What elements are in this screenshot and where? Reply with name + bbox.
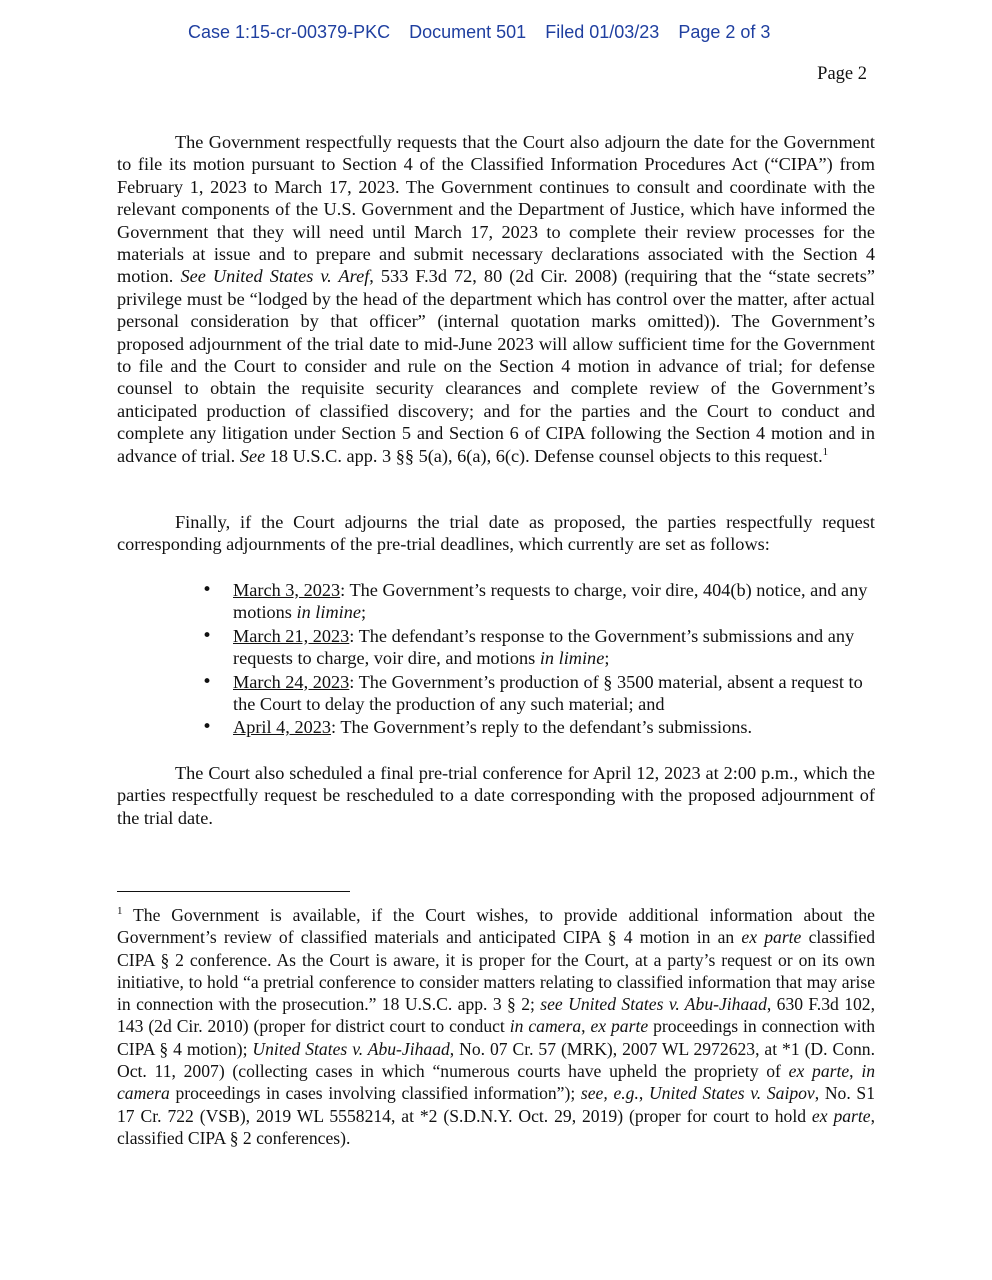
fn-text: , 630 F.3d 102, 143 (2d Cir. 2010) (proper for district court to conduct: [117, 994, 875, 1037]
fn-italic: United States v. Abu-Jihaad: [252, 1038, 450, 1059]
case-number: Case 1:15-cr-00379-PKC: [188, 22, 391, 42]
footnote-number: 1: [117, 905, 123, 917]
fn-text: classified CIPA § 2 conference. As the Court is aware, it is proper for the Court, at a party’s request or on its own initiative, to hold “a pretrial conference to consider matters relating to classified information that may arise in connection with the prosecution.” 18 U.S.C. app. 3 § 2;: [117, 927, 876, 1015]
deadline-end: ;: [604, 648, 610, 669]
list-item: [200, 579, 875, 624]
filed-date: Filed 01/03/23: [545, 22, 660, 42]
deadline-date: April 4, 2023: [233, 717, 332, 738]
deadline-date: March 24, 2023: [233, 671, 350, 692]
fn-italic: United States v. Saipov: [648, 1083, 815, 1104]
deadline-italic: in limine: [296, 602, 361, 623]
para1-citation: See United States v. Aref: [180, 266, 370, 287]
page-count: Page 2 of 3: [678, 22, 771, 42]
deadline-date: March 3, 2023: [233, 580, 341, 600]
list-item: [200, 671, 875, 716]
deadline-list: [200, 579, 875, 740]
fn-text: , classified CIPA § 2 conferences).: [117, 1105, 875, 1148]
paragraph-cipa-adjournment: [117, 131, 875, 467]
deadline-text: : The Government’s reply to the defendant’s submissions.: [331, 717, 753, 738]
para1-text-b: , 533 F.3d 72, 80 (2d Cir. 2008) (requiring that the “state secrets” privilege must be “lodged by the head of the department which has control over the matter, after actual personal consideration by that officer” (internal quotation marks omitted)). The Government’s proposed adjournment of the trial date to mid-June 2023 will allow sufficient time for the Government to file and the Court to consider and rule on the Section 4 motion in advance of trial; for defense counsel to obtain the requisite security clearances and complete review of the Government’s anticipated production of classified discovery; and for the parties and the Court to conduct and complete any litigation under Section 5 and Section 6 of CIPA following the Section 4 motion and in advance of trial.: [117, 266, 875, 466]
para3-text: The Court also scheduled a final pre-trial conference for April 12, 2023 at 2:00 p.m., which the parties respectfully request be rescheduled to a date corresponding with the proposed adjournment of the trial date.: [117, 763, 875, 828]
deadline-text: : The Government’s requests to charge, voir dire, 404(b) notice, and any motions: [233, 580, 868, 623]
deadline-date: March 21, 2023: [233, 625, 350, 646]
page-label: Page 2: [817, 64, 867, 84]
para2-text: Finally, if the Court adjourns the trial date as proposed, the parties respectfully request corresponding adjournments of the pre-trial deadlines, which currently are set as follows:: [117, 512, 875, 555]
fn-text: proceedings in cases involving classified information”);: [169, 1083, 581, 1104]
document-number: Document 501: [409, 22, 527, 42]
deadline-text: : The defendant’s response to the Government’s submissions and any requests to charge, voir dire, and motions: [233, 625, 855, 669]
deadline-italic: in limine: [539, 648, 605, 669]
list-item: [200, 716, 875, 738]
fn-text: , No. S1 17 Cr. 722 (VSB), 2019 WL 5558214, at *2 (S.D.N.Y. Oct. 29, 2019) (proper for court to hold: [117, 1083, 875, 1126]
fn-text: ,: [581, 1016, 591, 1037]
fn-text: , No. 07 Cr. 57 (MRK), 2007 WL 2972623, at *1 (D. Conn. Oct. 11, 2007) (collecting cases in which “numerous courts have upheld the propriety of: [117, 1038, 875, 1082]
deadline-end: ;: [360, 602, 367, 623]
footnote: [117, 904, 875, 1149]
fn-italic: in camera: [117, 1061, 876, 1104]
list-item: [200, 625, 875, 670]
para1-text-a: The Government respectfully requests that the Court also adjourn the date for the Government to file its motion pursuant to Section 4 of the Classified Information Procedures Act (“CIPA”) from February 1, 2023 to March 17, 2023. The Government continues to consult and coordinate with the relevant components of the U.S. Government and the Department of Justice, which have informed the Government that they will need until March 17, 2023 to complete their review processes for the materials at issue and to prepare and submit necessary declarations associated with the Section 4 motion.: [117, 132, 875, 287]
paragraph-pretrial-conference: [117, 762, 875, 829]
fn-italic: see, e.g.: [580, 1083, 639, 1104]
fn-italic: ex parte: [788, 1061, 850, 1082]
fn-italic: ex parte: [590, 1016, 649, 1037]
footnote-reference: 1: [822, 445, 829, 458]
deadline-text: : The Government’s production of § 3500 material, absent a request to the Court to delay the production of any such material; and: [233, 671, 863, 715]
fn-text: ,: [638, 1083, 649, 1104]
ecf-header: [188, 22, 784, 43]
fn-italic: in camera: [509, 1016, 582, 1037]
footnote-divider: [117, 891, 350, 892]
fn-text: The Government is available, if the Court wishes, to provide additional information about the Government’s review of classified materials and anticipated CIPA § 4 motion in an: [117, 905, 875, 948]
fn-text: ,: [849, 1061, 862, 1082]
fn-italic: see United States v. Abu-Jihaad: [540, 994, 767, 1015]
para1-see-signal: See: [239, 445, 266, 466]
para1-text-c: 18 U.S.C. app. 3 §§ 5(a), 6(a), 6(c). Defense counsel objects to this request.: [265, 445, 823, 466]
fn-italic: ex parte: [741, 927, 802, 948]
paragraph-deadlines-intro: [117, 511, 875, 556]
fn-text: proceedings in connection with CIPA § 4 motion);: [117, 1016, 876, 1059]
fn-italic: ex parte: [811, 1105, 871, 1126]
